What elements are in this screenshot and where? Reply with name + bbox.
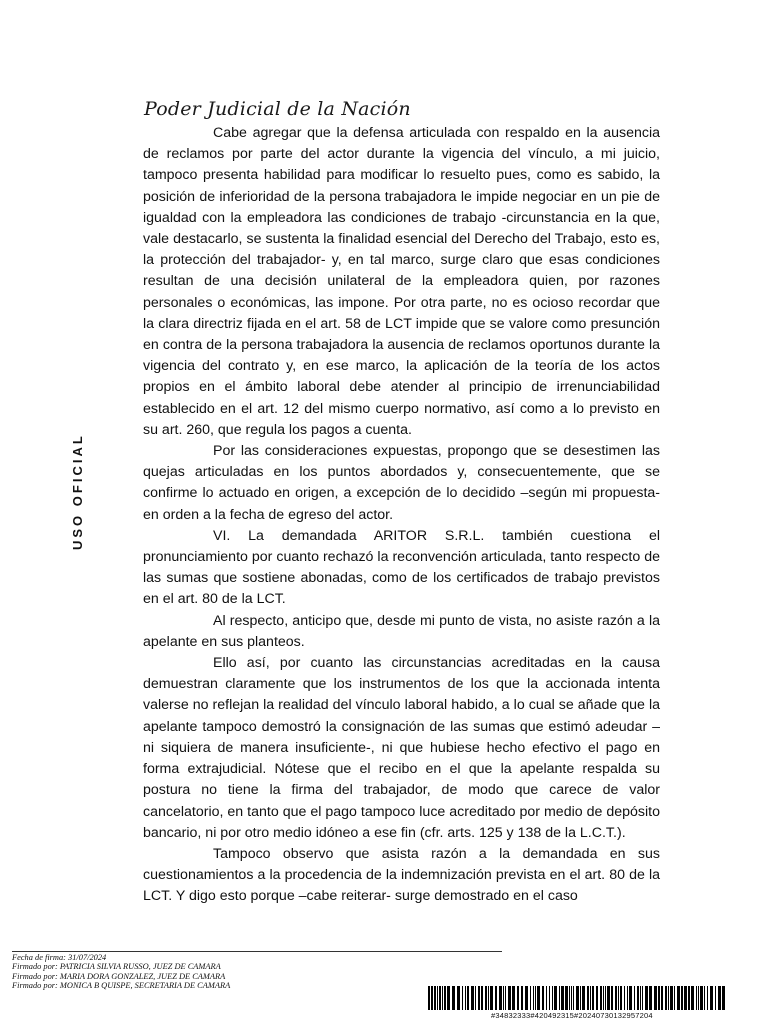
signature-line: Firmado por: MARIA DORA GONZALEZ, JUEZ DE CAMARA bbox=[12, 971, 226, 981]
official-use-stamp: USO OFICIAL bbox=[70, 433, 85, 550]
paragraph: Al respecto, anticipo que, desde mi punto de vista, no asiste razón a la apelante en sus planteos. bbox=[143, 612, 660, 650]
signature-line: Firmado por: MONICA B QUISPE, SECRETARIA DE CAMARA bbox=[12, 981, 231, 991]
signature-line: Firmado por: PATRICIA SILVIA RUSSO, JUEZ DE CAMARA bbox=[12, 962, 221, 972]
paragraph: Por las consideraciones expuestas, propongo que se desestimen las quejas articuladas en los puntos abordados y, consecuentemente, que se confirme lo actuado en origen, a excepción de lo decidido –según mi propuesta- en orden a la fecha de egreso del actor. bbox=[143, 443, 660, 523]
document-body bbox=[143, 123, 660, 908]
paragraph: VI. La demandada ARITOR S.R.L. también cuestiona el pronunciamiento por cuanto rechazó la reconvención articulada, tanto respecto de las sumas que sostiene abonadas, como de los certificados de trabajo previstos en el art. 80 de la LCT. bbox=[143, 527, 660, 608]
barcode-number: #34832333#420492315#20240730132957204 bbox=[491, 1011, 653, 1020]
signature-block bbox=[12, 953, 502, 991]
document-barcode bbox=[428, 986, 728, 1010]
paragraph: Cabe agregar que la defensa articulada con respaldo en la ausencia de reclamos por parte del actor durante la vigencia del vínculo, a mi juicio, tampoco presenta habilidad para modificar lo resuelto pues, como es sabido, la posición de inferioridad de la persona trabajadora le impide negociar en un pie de igualdad con la empleadora las condiciones de trabajo -circunstancia en la que, vale destacarlo, se sustenta la finalidad esencial del Derecho del Trabajo, esto es, la protección del trabajador- y, en tal marco, surge claro que esas condiciones resultan de una decisión unilateral de la empleadora quien, por razones personales o económicas, las impone. Por otra parte, no es ocioso recordar que la clara directriz fijada en el art. 58 de LCT impide que se valore como presunción en contra de la persona trabajadora la ausencia de reclamos oportunos durante la vigencia del contrato y, en ese marco, la aplicación de la teoría de los actos propios en el ámbito laboral debe atender al principio de irrenunciabilidad establecido en el art. 12 del mismo cuerpo normativo, así como a lo previsto en su art. 260, que regula los pagos a cuenta. bbox=[143, 125, 660, 438]
signature-divider bbox=[12, 951, 502, 952]
paragraph: Ello así, por cuanto las circunstancias acreditadas en la causa demuestran claramente que los instrumentos de los que la accionada intenta valerse no reflejan la realidad del vínculo laboral habido, a lo cual se añade que la apelante tampoco demostró la consignación de las sumas que estimó adeudar –ni siquiera de manera insuficiente-, ni que hubiese hecho efectivo el pago en forma extrajudicial. Nótese que el recibo en el que la apelante respalda su postura no tiene la firma del trabajador, de modo que carece de valor cancelatorio, en tanto que el pago tampoco luce acreditado por medio de depósito bancario, ni por otro medio idóneo a ese fin (cfr. arts. 125 y 138 de la L.C.T.). bbox=[143, 655, 660, 841]
signature-date: Fecha de firma: 31/07/2024 bbox=[12, 953, 107, 962]
paragraph: Tampoco observo que asista razón a la demandada en sus cuestionamientos a la procedencia de la indemnización prevista en el art. 80 de la LCT. Y digo esto porque –cabe reiterar- surge demostrado en el caso bbox=[143, 845, 660, 905]
court-header-title: Poder Judicial de la Nación bbox=[144, 98, 411, 120]
